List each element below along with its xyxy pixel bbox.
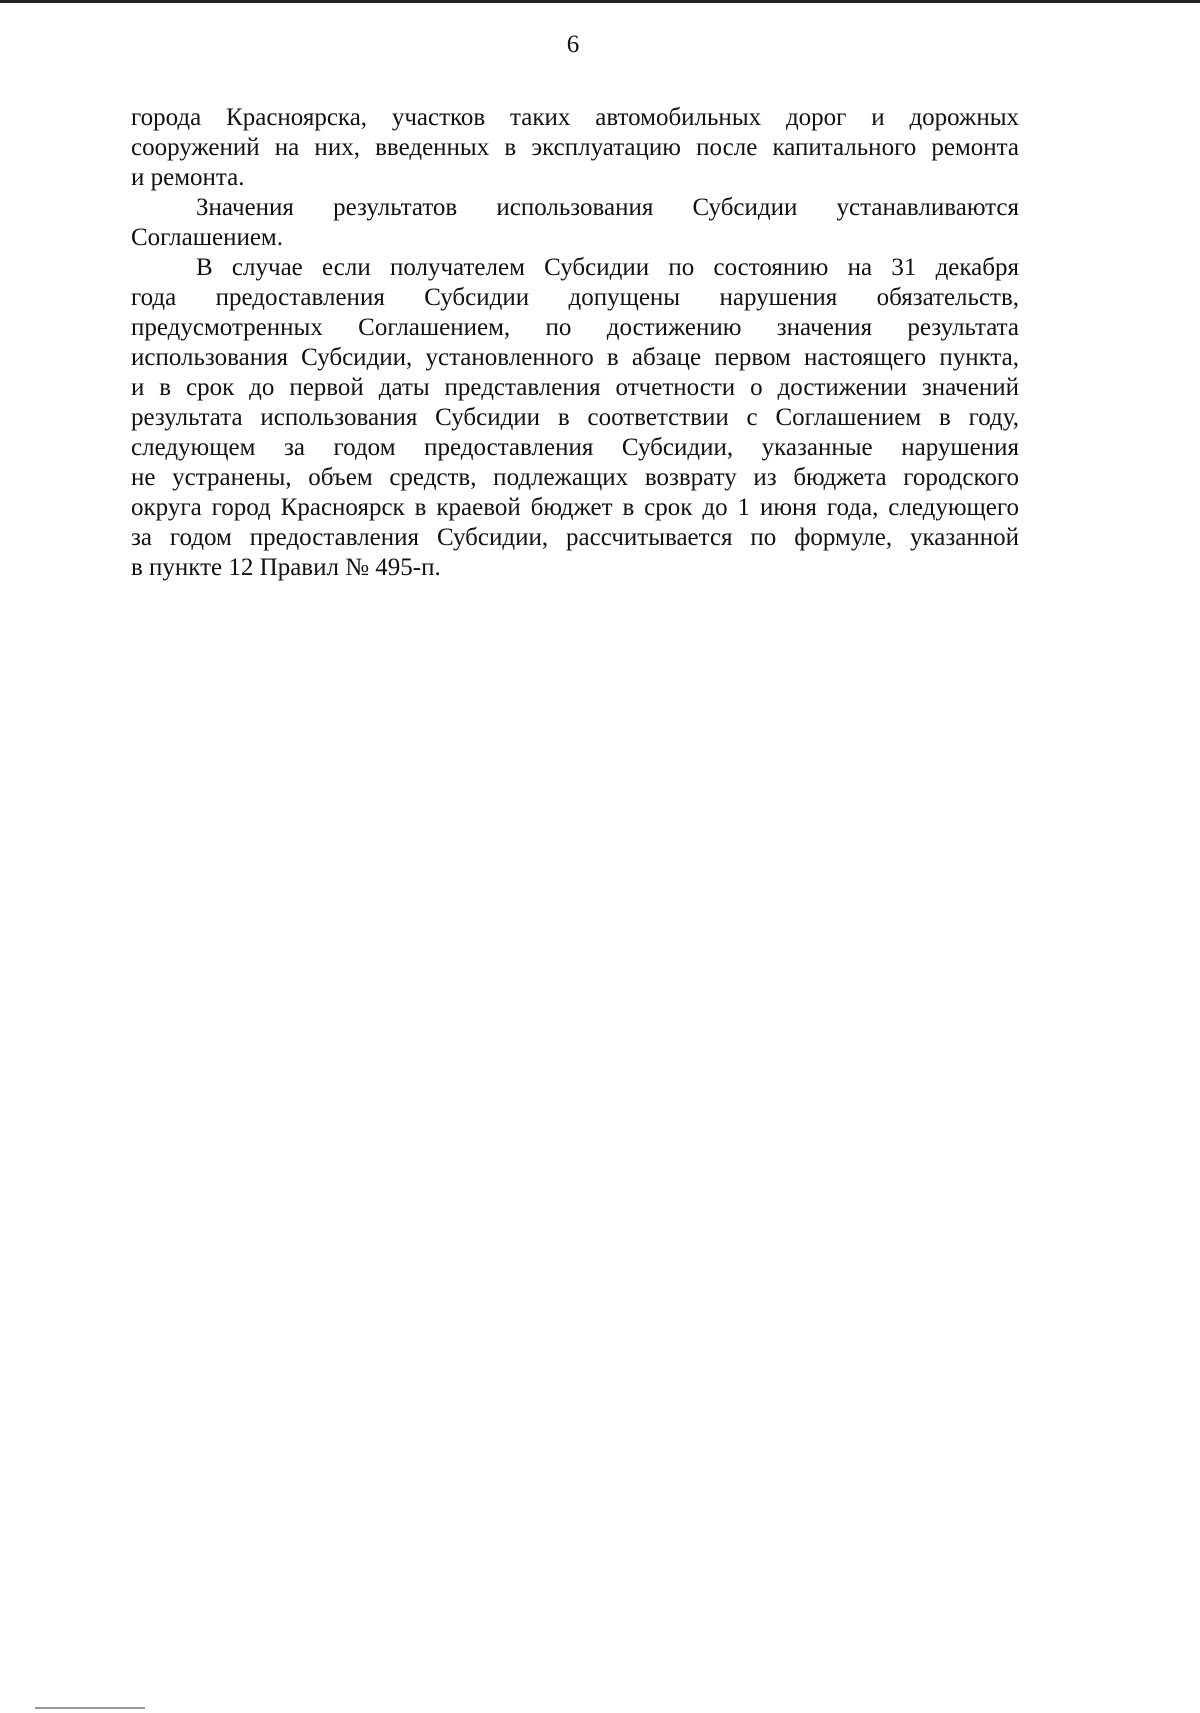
text-line: сооружений на них, введенных в эксплуатацию после капитального ремонта bbox=[131, 134, 1019, 161]
paragraph-1 bbox=[131, 103, 1019, 193]
text-line: результата использования Субсидии в соответствии с Соглашением в году, bbox=[131, 404, 1019, 431]
text-line: года предоставления Субсидии допущены нарушения обязательств, bbox=[131, 284, 1019, 311]
text-line: Соглашением. bbox=[131, 224, 284, 251]
text-line: и ремонта. bbox=[131, 164, 245, 191]
text-line: Значения результатов использования Субсидии устанавливаются bbox=[196, 194, 1019, 221]
paragraph-3 bbox=[131, 253, 1019, 583]
text-line: и в срок до первой даты представления отчетности о достижении значений bbox=[131, 374, 1019, 401]
text-line: в пункте 12 Правил № 495-п. bbox=[131, 554, 441, 581]
scan-edge-bottom bbox=[35, 1707, 145, 1709]
page-number: 6 bbox=[566, 31, 580, 58]
document-body bbox=[131, 103, 1019, 583]
text-line: следующем за годом предоставления Субсидии, указанные нарушения bbox=[131, 434, 1019, 461]
text-line: за годом предоставления Субсидии, рассчитывается по формуле, указанной bbox=[131, 524, 1019, 551]
text-line: не устранены, объем средств, подлежащих возврату из бюджета городского bbox=[131, 464, 1019, 491]
text-line: использования Субсидии, установленного в абзаце первом настоящего пункта, bbox=[131, 344, 1019, 371]
text-line: предусмотренных Соглашением, по достижению значения результата bbox=[131, 314, 1019, 341]
text-line: округа город Красноярск в краевой бюджет в срок до 1 июня года, следующего bbox=[131, 494, 1019, 521]
scan-edge-top bbox=[0, 0, 1200, 3]
text-line: города Красноярска, участков таких автомобильных дорог и дорожных bbox=[131, 104, 1019, 131]
text-line: В случае если получателем Субсидии по состоянию на 31 декабря bbox=[196, 254, 1019, 281]
paragraph-2 bbox=[131, 193, 1019, 253]
